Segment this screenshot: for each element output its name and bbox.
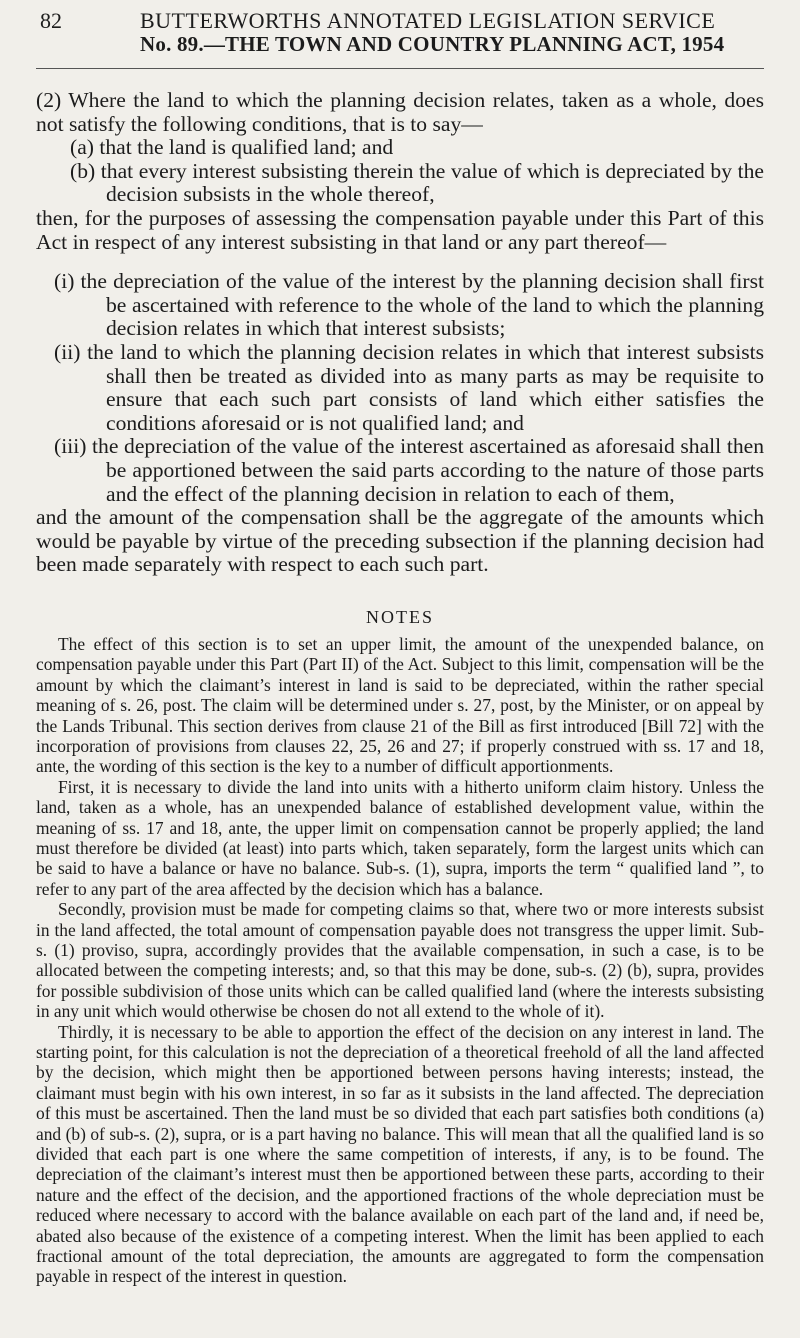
step-i: (i) the depreciation of the value of the interest by the planning decision shall first be ascertained with reference to the whole of the land to which the planning decision relates in which that interest subsists; [54, 269, 764, 341]
notes-paragraph: Thirdly, it is necessary to be able to apportion the effect of the decision on any interest in land. The starting point, for this calculation is not the depreciation of a theoretical freehold of all the land affected by the decision, which might then be apportioned between persons having interests; instead, the claimant must begin with his own interest, in so far as it subsists in the land affected. The depreciation of this must be ascertained. Then the land must be so divided that each part satisfies both conditions (a) and (b) of sub-s. (2), supra, or is a part having no balance. This will mean that all the qualified land is so divided that each part is one where the same competition of interests, if any, is to be found. The depreciation of the claimant’s interest must then be apportioned between these parts, according to their nature and the effect of the decision, and the apportioned fractions of the whole depreciation must be reduced where necessary to accord with the balance available on each part of the land and, if need be, abated also because of the existence of a competing interest. When the limit has been applied to each fractional amount of the total depreciation, the amounts are aggregated to form the compensation payable in respect of the interest in question. [36, 1021, 764, 1287]
condition-b: (b) that every interest subsisting therein the value of which is depreciated by the decision subsists in the whole thereof, [70, 158, 764, 207]
running-head [36, 8, 764, 62]
condition-a: (a) that the land is qualified land; and [70, 135, 394, 160]
notes-paragraph: Secondly, provision must be made for competing claims so that, where two or more interests subsist in the land affected, the total amount of compensation payable does not transgress the upper limit. Sub-s. (1) proviso, supra, accordingly provides that the available compensation, in such a case, is to be allocated between the competing interests; and, so that this may be done, sub-s. (2) (b), supra, provides for possible subdivision of those units which can be called qualified land (where the interests subsisting in any unit which would otherwise be chosen do not all extend to the whole of it). [36, 899, 764, 1022]
notes-paragraph: First, it is necessary to divide the land into units with a hitherto uniform claim history. Unless the land, taken as a whole, has an unexpended balance of established development value, within the meaning of ss. 17 and 18, ante, the upper limit on compensation cannot be properly applied; the land must therefore be divided (at least) into parts which, taken separately, form the largest units which can be said to have a balance or have no balance. Sub-s. (1), supra, imports the term “ qualified land ”, to refer to any part of the area affected by the decision which has a balance. [36, 776, 764, 899]
subsection-intro: (2) Where the land to which the planning decision relates, taken as a whole, does not satisfy the following conditions, that is to say— [36, 88, 764, 136]
notes-paragraph: The effect of this section is to set an upper limit, the amount of the unexpended balance, on compensation payable under this Part (Part II) of the Act. Subject to this limit, compensation will be the amount by which the claimant’s interest in land is said to be depreciated, within the rather special meaning of s. 26, post. The claim will be determined under s. 27, post, by the Minister, or on appeal by the Lands Tribunal. This section derives from clause 21 of the Bill as first introduced [Bill 72] with the incorporation of provisions from clauses 22, 25, 26 and 27; if properly construed with ss. 17 and 18, ante, the wording of this section is the key to a number of difficult apportionments. [36, 633, 764, 777]
page-number: 82 [40, 8, 62, 33]
step-ii: (ii) the land to which the planning decision relates in which that interest subsists shall then be treated as divided into as many parts as may be requisite to ensure that each such part consists of land which either satisfies the conditions aforesaid or is not qualified land; and [54, 339, 764, 435]
header-rule [36, 68, 764, 69]
notes-heading: NOTES [366, 606, 434, 627]
step-iii: (iii) the depreciation of the value of the interest ascertained as aforesaid shall then be apportioned between the said parts according to the nature of those parts and the effect of the planning decision in relation to each of them, [54, 434, 764, 506]
subsection-continuation: then, for the purposes of assessing the compensation payable under this Part of this Act in respect of any interest subsisting in that land or any part thereof— [36, 205, 764, 254]
act-title: No. 89.—THE TOWN AND COUNTRY PLANNING ACT, 1954 [140, 32, 725, 56]
statutory-provision [36, 89, 764, 577]
notes-body [36, 634, 764, 1287]
series-title: BUTTERWORTHS ANNOTATED LEGISLATION SERVICE [140, 8, 716, 33]
subsection-closing: and the amount of the compensation shall be the aggregate of the amounts which would be payable by virtue of the preceding subsection if the planning decision had been made separately with respect to each such part. [36, 505, 764, 577]
steps-list [36, 270, 764, 506]
